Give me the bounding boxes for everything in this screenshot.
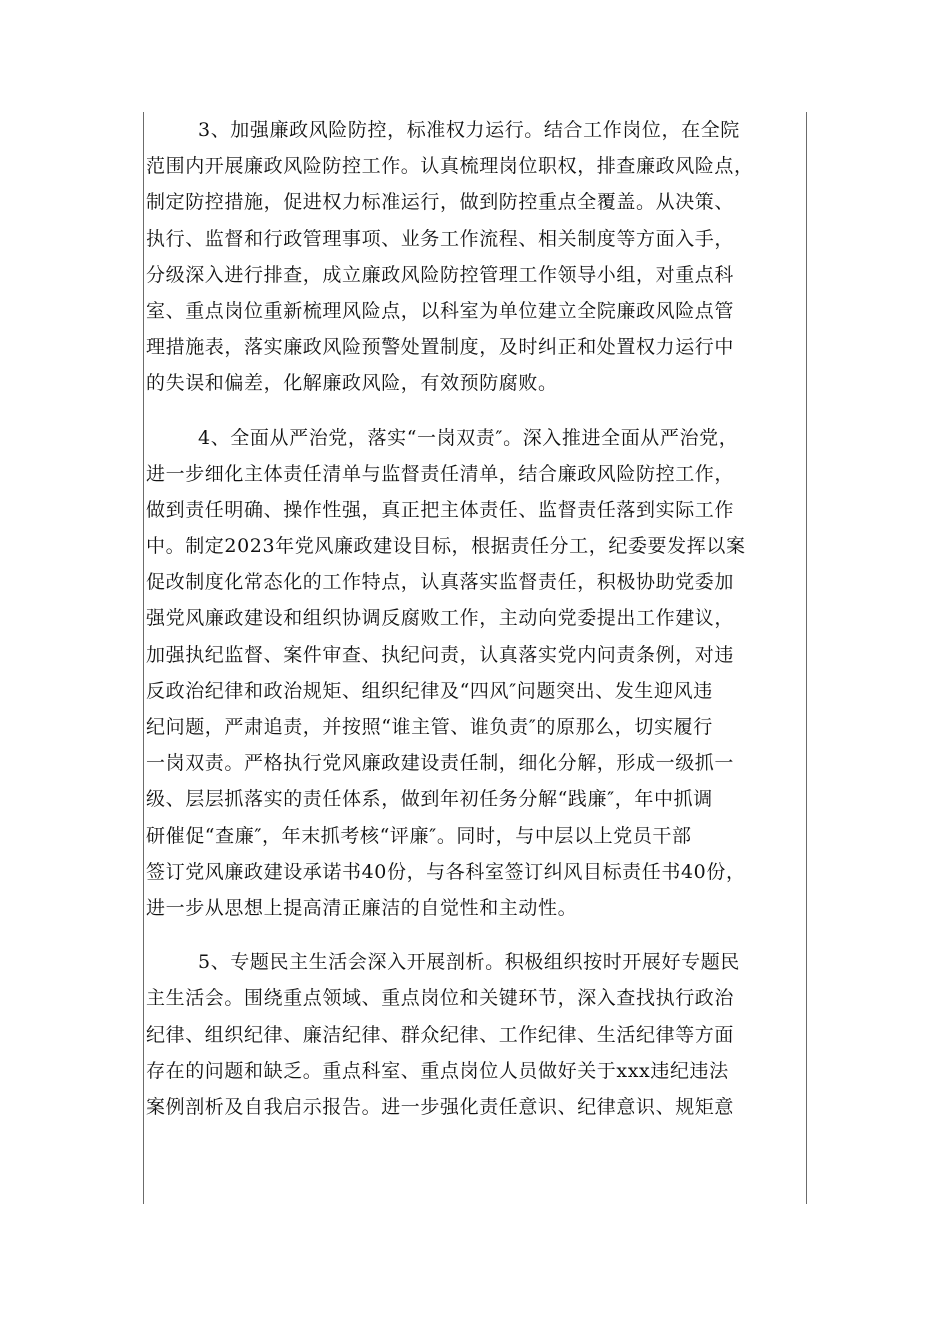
text-line: 级、层层抓落实的责任体系，做到年初任务分解“践廉″，年中抓调	[146, 788, 713, 811]
text-line: 进一步从思想上提高清正廉洁的自觉性和主动性。	[146, 896, 578, 919]
paragraph-5	[146, 944, 802, 1125]
text-line: 理措施表，落实廉政风险预警处置制度，及时纠正和处置权力运行中	[146, 336, 735, 359]
text-line: 存在的问题和缺乏。重点科室、重点岗位人员做好关于xxx违纪违法	[146, 1059, 729, 1082]
paragraph-3	[146, 112, 802, 402]
text-line: 纪问题，严肃追责，并按照“谁主管、谁负责″的原那么，切实履行	[146, 716, 713, 738]
text-line: 一岗双责。严格执行党风廉政建设责任制，细化分解，形成一级抓一	[146, 752, 735, 775]
text-line: 反政治纪律和政治规矩、组织纪律及“四风″问题突出、发生迎风违	[146, 679, 713, 702]
text-line: 进一步细化主体责任清单与监督责任清单，结合廉政风险防控工作，	[146, 462, 735, 485]
text-line: 范围内开展廉政风险防控工作。认真梳理岗位职权，排查廉政风险点，	[146, 155, 754, 178]
text-line: 加强执纪监督、案件审查、执纪问责，认真落实党内问责条例，对违	[146, 643, 735, 666]
paragraph-spacer	[146, 926, 802, 944]
text-line: 案例剖析及自我启示报告。进一步强化责任意识、纪律意识、规矩意	[146, 1095, 735, 1118]
text-line: 主生活会。围绕重点领域、重点岗位和关键环节，深入查找执行政治	[146, 987, 735, 1010]
text-line: 执行、监督和行政管理事项、业务工作流程、相关制度等方面入手，	[146, 227, 735, 250]
text-line: 的失误和偏差，化解廉政风险，有效预防腐败。	[146, 372, 558, 395]
text-line: 强党风廉政建设和组织协调反腐败工作，主动向党委提出工作建议，	[146, 607, 735, 630]
text-line: 3、加强廉政风险防控，标准权力运行。结合工作岗位，在全院	[198, 119, 740, 141]
text-line: 研催促“查廉″，年末抓考核“评廉″。同时，与中层以上党员干部	[146, 824, 692, 847]
paragraph-spacer	[146, 402, 802, 420]
text-line: 室、重点岗位重新梳理风险点，以科室为单位建立全院廉政风险点管	[146, 299, 735, 322]
text-line: 4、全面从严治党，落实“一岗双责″。深入推进全面从严治党，	[198, 426, 739, 449]
text-line: 促改制度化常态化的工作特点，认真落实监督责任，积极协助党委加	[146, 571, 735, 594]
paragraph-4	[146, 420, 802, 927]
text-line: 分级深入进行排查，成立廉政风险防控管理工作领导小组，对重点科	[146, 263, 735, 286]
document-body	[146, 112, 802, 1125]
text-line: 中。制定2023年党风廉政建设目标，根据责任分工，纪委要发挥以案	[146, 535, 746, 558]
text-line: 纪律、组织纪律、廉洁纪律、群众纪律、工作纪律、生活纪律等方面	[146, 1023, 735, 1046]
text-line: 做到责任明确、操作性强，真正把主体责任、监督责任落到实际工作	[146, 498, 735, 521]
text-line: 制定防控措施，促进权力标准运行，做到防控重点全覆盖。从决策、	[146, 191, 735, 214]
text-line: 签订党风廉政建设承诺书40份，与各科室签订纠风目标责任书40份，	[146, 860, 746, 883]
text-line: 5、专题民主生活会深入开展剖析。积极组织按时开展好专题民	[198, 951, 740, 974]
